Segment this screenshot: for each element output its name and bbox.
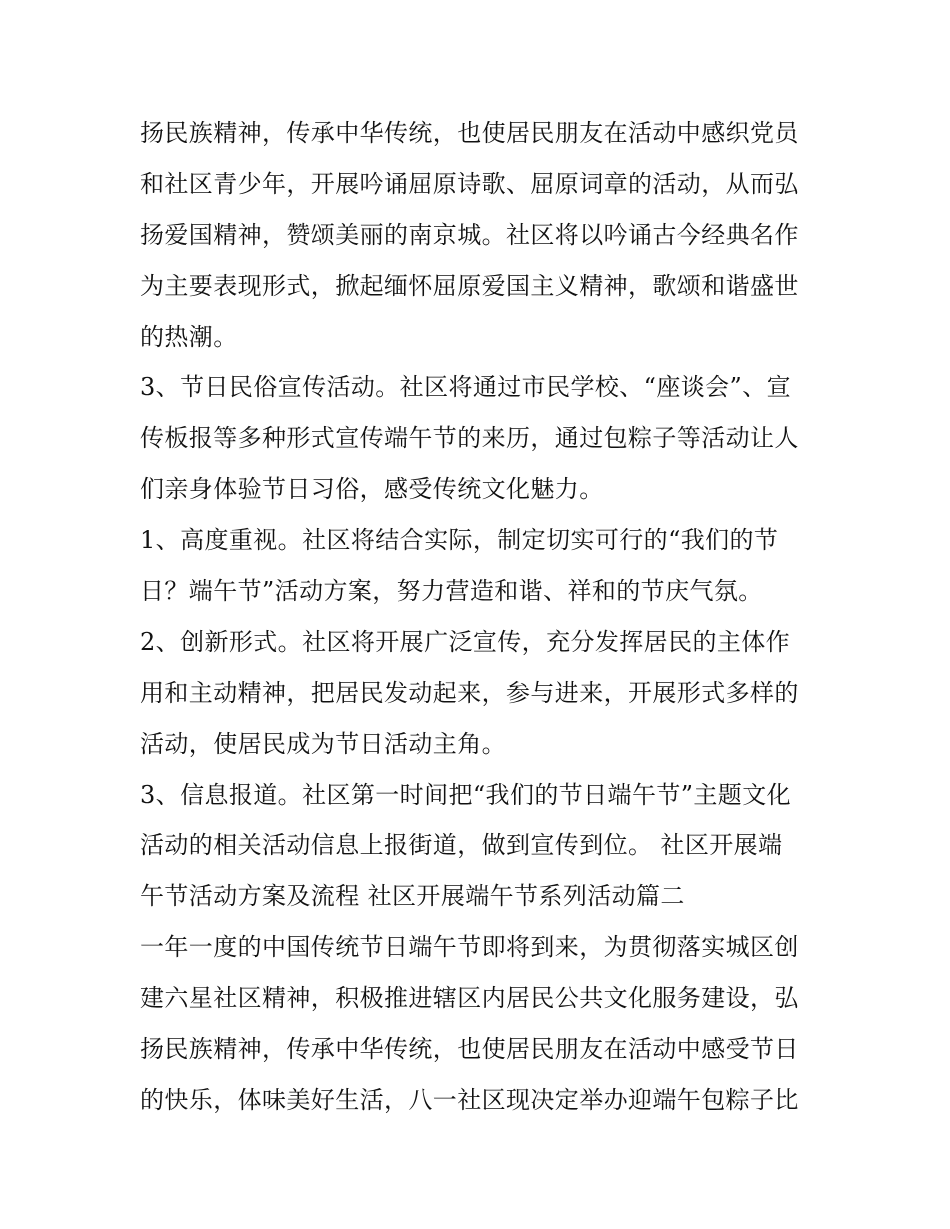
text-line: 一年一度的中国传统节日端午节即将到来，为贯彻落实城区创 [140, 933, 799, 962]
text-line: 传板报等多种形式宣传端午节的来历，通过包粽子等活动让人 [140, 424, 799, 453]
text-line: 们亲身体验节日习俗，感受传统文化魅力。 [140, 475, 604, 504]
text-line: 和社区青少年，开展吟诵屈原诗歌、屈原词章的活动，从而弘 [140, 169, 799, 198]
text-line: 的热潮。 [140, 322, 238, 351]
text-line: 1、高度重视。社区将结合实际，制定切实可行的“我们的节 [140, 526, 779, 555]
text-line: 活动的相关活动信息上报街道，做到宣传到位。 社区开展端 [140, 831, 783, 860]
text-line: 建六星社区精神，积极推进辖区内居民公共文化服务建设，弘 [140, 984, 799, 1013]
text-line: 3、信息报道。社区第一时间把“我们的节日端午节”主题文化 [140, 780, 792, 809]
body-text [140, 108, 830, 1126]
text-line: 用和主动精神，把居民发动起来，参与进来，开展形式多样的 [140, 678, 799, 707]
text-line: 的快乐，体味美好生活，八一社区现决定举办迎端午包粽子比 [140, 1085, 799, 1114]
text-line: 3、节日民俗宣传活动。社区将通过市民学校、“座谈会”、宣 [140, 373, 792, 402]
text-line: 日？端午节”活动方案，努力营造和谐、祥和的节庆气氛。 [140, 577, 763, 606]
text-line: 扬民族精神，传承中华传统，也使居民朋友在活动中感受节日 [140, 1035, 799, 1064]
text-line: 为主要表现形式，掀起缅怀屈原爱国主义精神，歌颂和谐盛世 [140, 271, 799, 300]
text-line: 扬爱国精神，赞颂美丽的南京城。社区将以吟诵古今经典名作 [140, 220, 799, 249]
text-line: 活动，使居民成为节日活动主角。 [140, 729, 506, 758]
text-line: 午节活动方案及流程 社区开展端午节系列活动篇二 [140, 882, 685, 911]
text-line: 2、创新形式。社区将开展广泛宣传，充分发挥居民的主体作 [140, 627, 791, 656]
text-line: 扬民族精神，传承中华传统，也使居民朋友在活动中感织党员 [140, 119, 799, 147]
